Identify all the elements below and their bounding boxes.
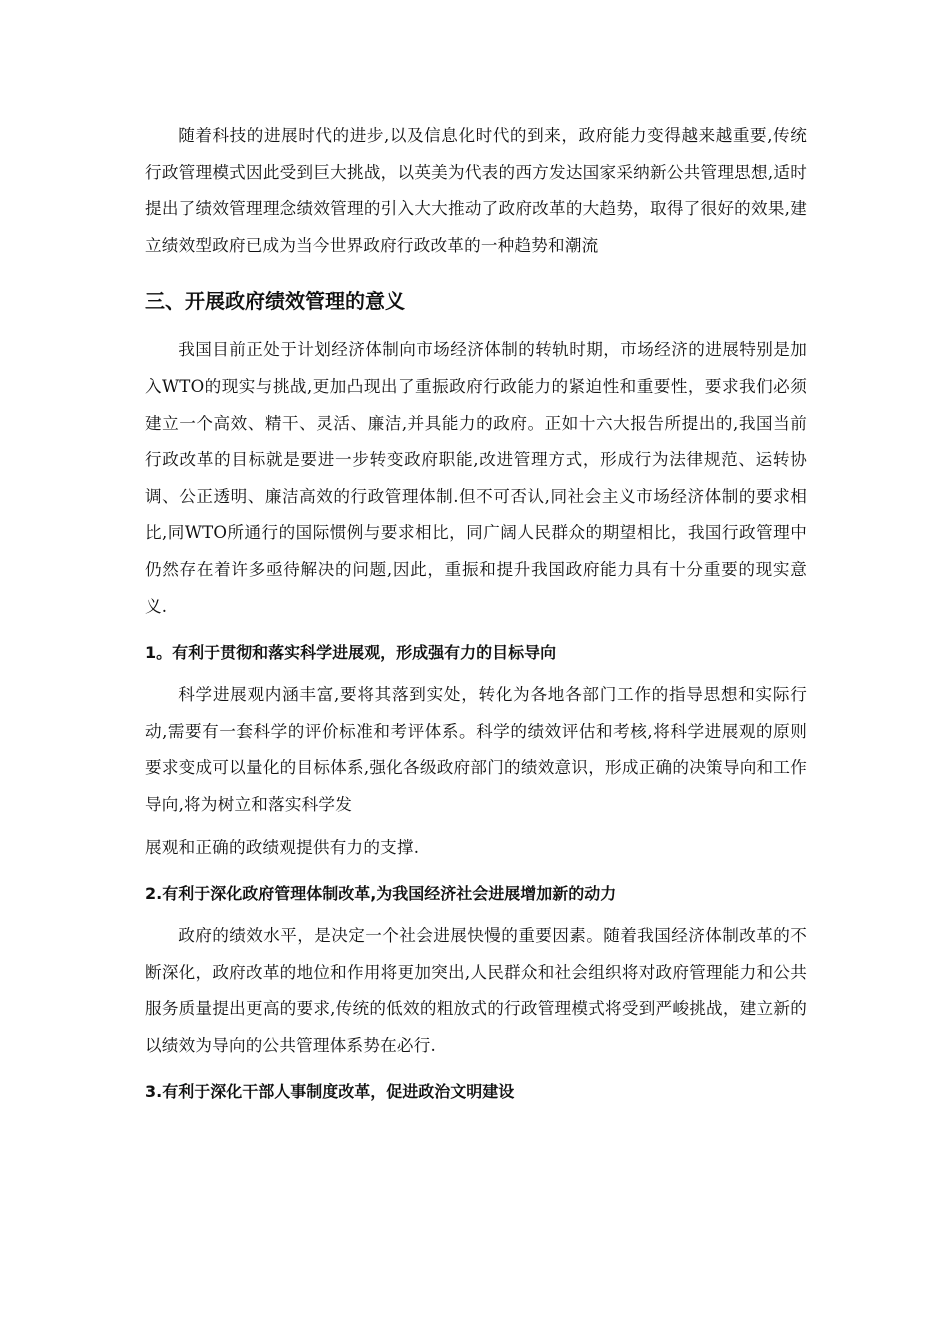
point-2-paragraph: 政府的绩效水平，是决定一个社会进展快慢的重要因素。随着我国经济体制改革的不断深化，政府改革的地位和作用将更加突出,人民群众和社会组织将对政府管理能力和公共服务质量提出更高的要求,传统的低效的粗放式的行政管理模式将受到严峻挑战，建立新的以绩效为导向的公共管理体系势在必行. (145, 926, 807, 1055)
section-heading: 三、开展政府绩效管理的意义 (145, 289, 405, 314)
point-1-heading: 1。有利于贯彻和落实科学进展观，形成强有力的目标导向 (145, 643, 557, 663)
intro-paragraph: 随着科技的进展时代的进步,以及信息化时代的到来，政府能力变得越来越重要,传统行政管理模式因此受到巨大挑战，以英美为代表的西方发达国家采纳新公共管理思想,适时提出了绩效管理理念绩效管理的引入大大推动了政府改革的大趋势，取得了很好的效果,建立绩效型政府已成为当今世界政府行政改革的一种趋势和潮流 (145, 126, 807, 255)
point-2-heading: 2.有利于深化政府管理体制改革,为我国经济社会进展增加新的动力 (145, 884, 617, 904)
document-body (145, 118, 807, 1116)
point-1-paragraph: 科学进展观内涵丰富,要将其落到实处，转化为各地各部门工作的指导思想和实际行动,需要有一套科学的评价标准和考评体系。科学的绩效评估和考核,将科学进展观的原则要求变成可以量化的目标体系,强化各级政府部门的绩效意识，形成正确的决策导向和工作导向,将为树立和落实科学发 (145, 685, 807, 814)
point-1-paragraph-continued: 展观和正确的政绩观提供有力的支撑. (145, 837, 420, 857)
point-3-heading: 3.有利于深化干部人事制度改革，促进政治文明建设 (145, 1082, 515, 1102)
significance-paragraph: 我国目前正处于计划经济体制向市场经济体制的转轨时期，市场经济的进展特别是加入WTO的现实与挑战,更加凸现出了重振政府行政能力的紧迫性和重要性，要求我们必须建立一个高效、精干、灵活、廉洁,并具能力的政府。正如十六大报告所提出的,我国当前行政改革的目标就是要进一步转变政府职能,改进管理方式，形成行为法律规范、运转协调、公正透明、廉洁高效的行政管理体制.但不可否认,同社会主义市场经济体制的要求相比,同WTO所通行的国际惯例与要求相比，同广阔人民群众的期望相比，我国行政管理中仍然存在着许多亟待解决的问题,因此，重振和提升我国政府能力具有十分重要的现实意义. (145, 340, 807, 616)
